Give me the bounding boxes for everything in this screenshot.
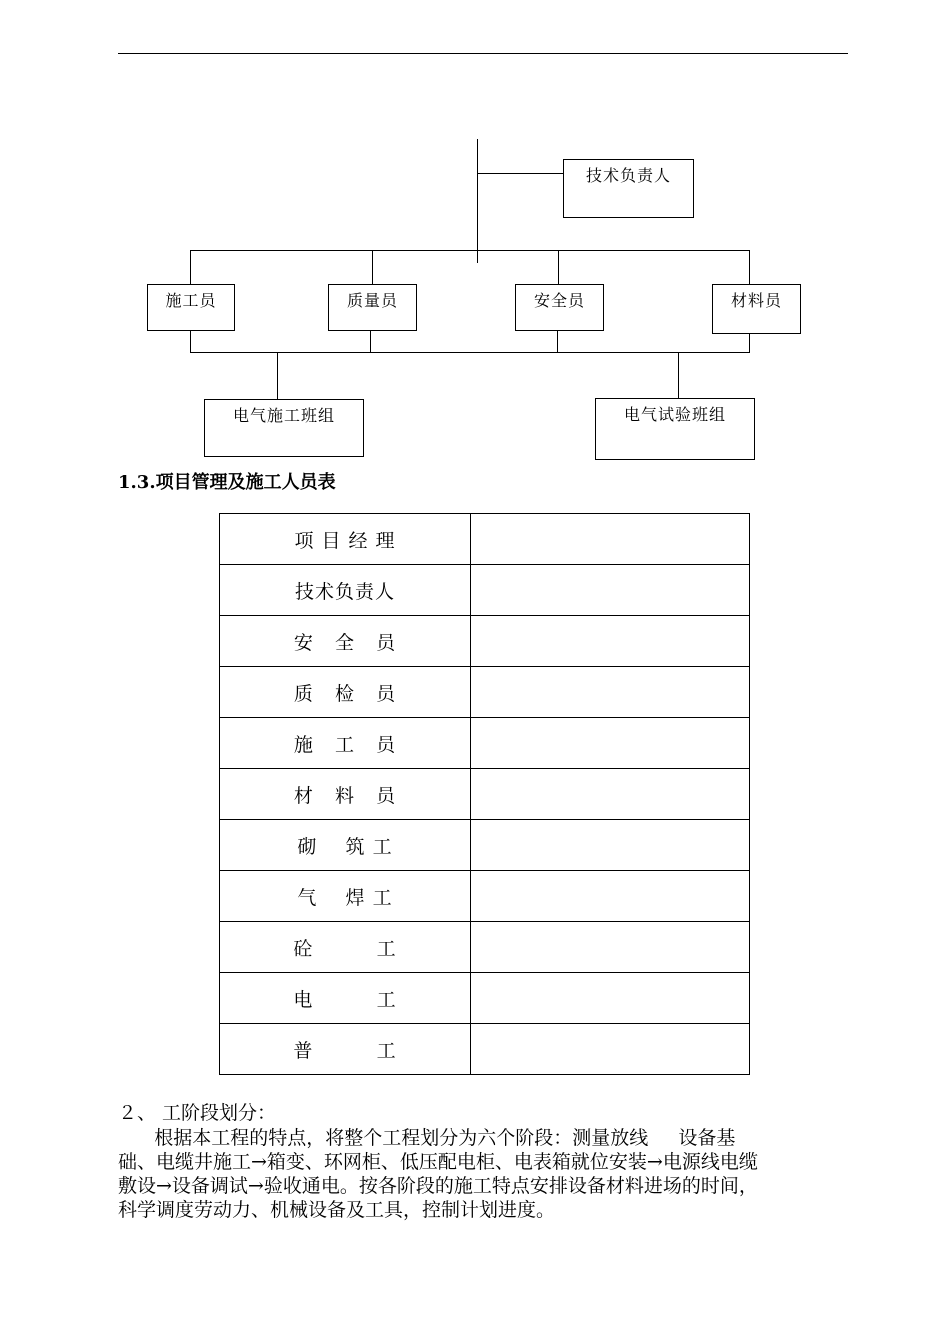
- name-cell: [471, 973, 750, 1024]
- org-node-quality: 质量员: [328, 284, 417, 331]
- org-line: [190, 331, 191, 353]
- name-cell: [471, 667, 750, 718]
- table-row: [220, 718, 750, 769]
- phase-line: 根据本工程的特点，将整个工程划分为六个阶段：测量放线 设备基: [118, 1127, 736, 1149]
- org-line: [477, 173, 564, 174]
- name-cell: [471, 514, 750, 565]
- org-node-safety: 安全员: [515, 284, 604, 331]
- name-cell: [471, 922, 750, 973]
- org-line: [749, 334, 750, 353]
- phase-line: 敷设→设备调试→验收通电。按各阶段的施工特点安排设备材料进场的时间，: [118, 1175, 758, 1197]
- org-line: [372, 250, 373, 284]
- org-line: [277, 352, 278, 399]
- org-node-construction: 施工员: [147, 284, 235, 331]
- phase-heading: ２、 工阶段划分：: [118, 1102, 277, 1124]
- org-line: [477, 139, 478, 263]
- phase-line: 础、电缆井施工→箱变、环网柜、低压配电柜、电表箱就位安装→电源线电缆: [118, 1151, 758, 1173]
- role-cell: 电 工: [220, 973, 471, 1024]
- name-cell: [471, 769, 750, 820]
- org-line: [190, 250, 191, 284]
- role-cell: 技术负责人: [220, 565, 471, 616]
- role-cell: 质 检 员: [220, 667, 471, 718]
- role-cell: 项 目 经 理: [220, 514, 471, 565]
- role-cell: 气 焊 工: [220, 871, 471, 922]
- org-node-material: 材料员: [712, 284, 801, 334]
- org-node-electrical-testing-team: 电气试验班组: [595, 398, 755, 460]
- table-row: [220, 667, 750, 718]
- role-cell: 安 全 员: [220, 616, 471, 667]
- org-line: [370, 331, 371, 353]
- role-cell: 材 料 员: [220, 769, 471, 820]
- table-row: [220, 922, 750, 973]
- role-cell: 砼 工: [220, 922, 471, 973]
- phase-body: [118, 1126, 863, 1222]
- name-cell: [471, 616, 750, 667]
- org-line: [558, 250, 559, 284]
- table-row: [220, 1024, 750, 1075]
- table-row: [220, 616, 750, 667]
- name-cell: [471, 718, 750, 769]
- table-row: [220, 514, 750, 565]
- org-line: [190, 250, 750, 251]
- org-line: [190, 352, 750, 353]
- org-line: [557, 331, 558, 353]
- table-row: [220, 769, 750, 820]
- org-chart: [0, 0, 950, 470]
- org-line: [749, 250, 750, 284]
- staff-table: [219, 513, 750, 1075]
- phase-line: 科学调度劳动力、机械设备及工具，控制计划进度。: [118, 1199, 556, 1221]
- org-node-tech-lead: 技术负责人: [563, 159, 694, 218]
- org-line: [678, 352, 679, 398]
- role-cell: 普 工: [220, 1024, 471, 1075]
- name-cell: [471, 820, 750, 871]
- role-cell: 砌 筑 工: [220, 820, 471, 871]
- name-cell: [471, 1024, 750, 1075]
- org-node-electrical-construction-team: 电气施工班组: [204, 399, 364, 457]
- table-row: [220, 820, 750, 871]
- name-cell: [471, 871, 750, 922]
- table-row: [220, 565, 750, 616]
- table-row: [220, 973, 750, 1024]
- section-title: 1.3.项目管理及施工人员表: [118, 472, 336, 493]
- name-cell: [471, 565, 750, 616]
- role-cell: 施 工 员: [220, 718, 471, 769]
- table-row: [220, 871, 750, 922]
